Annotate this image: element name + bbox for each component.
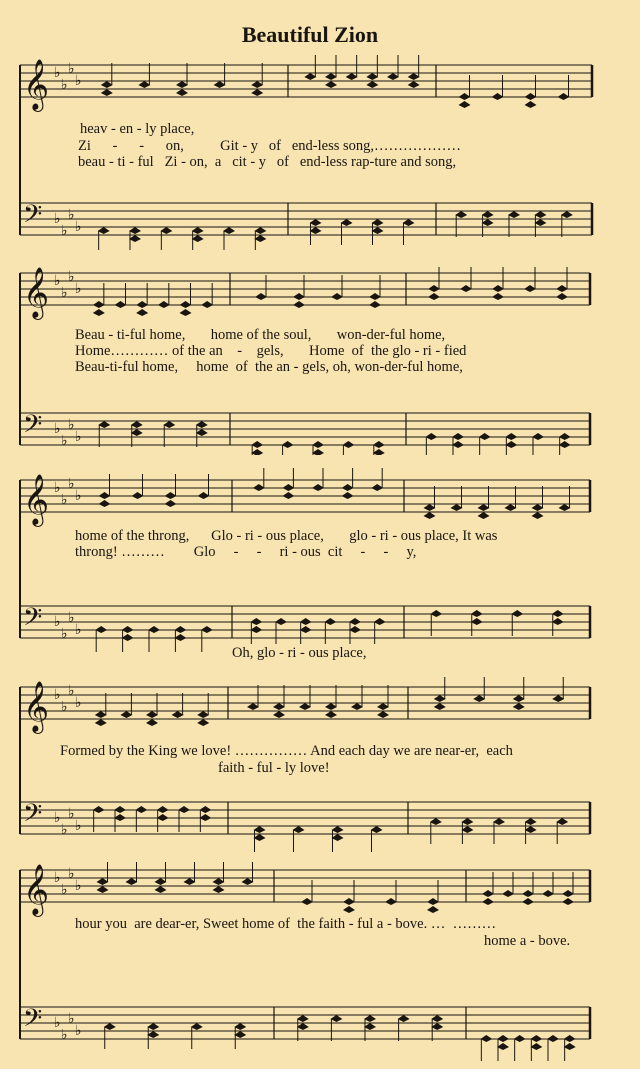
note-head	[492, 293, 504, 300]
note-head	[176, 89, 188, 96]
note-head	[497, 1043, 509, 1050]
note-head	[251, 89, 263, 96]
note-head	[325, 703, 337, 710]
note-head	[556, 818, 568, 825]
note-head	[312, 449, 324, 455]
flat-icon: ♭	[54, 273, 61, 289]
flat-icon: ♭	[75, 622, 82, 638]
treble-clef-icon: 𝄞	[23, 59, 50, 110]
lyric-line: faith - ful - ly love!	[218, 760, 330, 776]
note-head	[552, 695, 564, 702]
flat-icon: ♭	[75, 429, 82, 445]
score-staves	[0, 862, 640, 1062]
flat-icon: ♭	[75, 281, 82, 297]
bass-clef-icon: 𝄢	[23, 410, 43, 445]
note-head	[146, 711, 158, 718]
note-head	[430, 610, 442, 617]
note-head	[478, 512, 490, 519]
note-head	[532, 433, 544, 440]
note-head	[505, 441, 517, 448]
note-head	[342, 441, 354, 448]
note-head	[343, 906, 355, 913]
note-head	[349, 626, 361, 633]
note-head	[522, 890, 534, 897]
flat-icon: ♭	[54, 870, 61, 886]
note-head	[254, 826, 266, 833]
note-head	[273, 711, 285, 718]
note-head	[532, 504, 544, 511]
note-head	[196, 429, 208, 436]
note-head	[197, 711, 209, 718]
note-head	[332, 826, 344, 833]
note-head	[497, 1035, 509, 1042]
note-head	[192, 227, 204, 234]
note-head	[273, 703, 285, 710]
music-system-5	[0, 862, 640, 1062]
note-head	[342, 484, 354, 491]
note-head	[234, 1023, 246, 1030]
note-head	[480, 1035, 492, 1042]
note-head	[371, 484, 383, 491]
note-head	[427, 898, 439, 905]
note-head	[122, 634, 134, 641]
note-head	[165, 492, 177, 499]
lyric-under-bass: Oh, glo - ri - ous place,	[232, 645, 367, 661]
flat-icon: ♭	[54, 211, 61, 227]
note-head	[115, 301, 127, 308]
note-head	[157, 814, 169, 821]
note-head	[434, 695, 446, 702]
flat-icon: ♭	[61, 492, 68, 508]
note-head	[364, 1023, 376, 1030]
note-head	[325, 81, 337, 88]
note-head	[223, 227, 235, 234]
note-head	[556, 285, 568, 292]
note-head	[136, 309, 148, 316]
note-head	[199, 806, 211, 813]
note-head	[532, 512, 544, 519]
note-head	[461, 818, 473, 825]
flat-icon: ♭	[61, 77, 68, 93]
note-head	[351, 703, 363, 710]
note-head	[250, 626, 262, 633]
note-head	[562, 898, 574, 905]
note-head	[300, 626, 312, 633]
note-head	[213, 886, 225, 893]
hymn-title: Beautiful Zion	[241, 22, 379, 47]
score-staves	[0, 468, 640, 668]
flat-icon: ♭	[75, 1023, 82, 1039]
note-head	[93, 806, 105, 813]
note-head	[126, 878, 138, 885]
note-head	[98, 227, 110, 234]
note-head	[556, 293, 568, 300]
flat-icon: ♭	[54, 1015, 61, 1031]
note-head	[525, 826, 537, 833]
flat-icon: ♭	[54, 480, 61, 496]
note-head	[97, 886, 109, 893]
note-head	[155, 886, 167, 893]
note-head	[559, 504, 571, 511]
note-head	[525, 101, 537, 108]
note-head	[174, 634, 186, 641]
note-head	[301, 898, 313, 905]
flat-icon: ♭	[75, 695, 82, 711]
note-head	[99, 500, 111, 507]
note-head	[282, 441, 294, 448]
treble-clef-icon: 𝄞	[23, 474, 50, 525]
note-head	[251, 449, 263, 455]
note-head	[369, 301, 381, 308]
lyric-line: home a - bove.	[484, 933, 571, 949]
note-head	[513, 695, 525, 702]
note-head	[460, 285, 472, 292]
note-head	[254, 235, 266, 242]
treble-clef-icon: 𝄞	[23, 267, 50, 318]
note-head	[471, 610, 483, 617]
note-head	[146, 719, 158, 726]
note-head	[482, 211, 494, 218]
note-head	[180, 301, 192, 308]
treble-clef-icon: 𝄞	[23, 864, 50, 915]
note-head	[174, 626, 186, 633]
note-head	[452, 433, 464, 440]
note-head	[131, 421, 143, 428]
note-head	[372, 219, 384, 226]
note-head	[341, 219, 353, 226]
note-head	[300, 618, 312, 625]
note-head	[561, 211, 573, 218]
note-head	[522, 898, 534, 905]
note-head	[104, 1023, 116, 1030]
note-head	[275, 618, 287, 625]
note-head	[482, 219, 494, 226]
note-head	[325, 711, 337, 718]
note-head	[297, 1015, 309, 1022]
flat-icon: ♭	[61, 882, 68, 898]
note-head	[492, 93, 504, 100]
note-head	[254, 227, 266, 234]
note-head	[312, 441, 324, 448]
note-head	[93, 309, 105, 316]
note-head	[132, 492, 144, 499]
note-head	[385, 898, 397, 905]
note-head	[282, 492, 294, 499]
note-head	[147, 1023, 159, 1030]
note-head	[163, 421, 175, 428]
flat-icon: ♭	[68, 683, 75, 699]
note-head	[431, 1015, 443, 1022]
note-head	[325, 73, 337, 80]
note-head	[201, 301, 213, 308]
note-head	[160, 227, 172, 234]
note-head	[304, 73, 316, 80]
note-head	[366, 81, 378, 88]
note-head	[312, 484, 324, 491]
note-head	[479, 433, 491, 440]
note-head	[452, 441, 464, 448]
note-head	[373, 449, 385, 455]
lyric-line: heav - en - ly place,	[80, 121, 195, 137]
note-head	[459, 93, 471, 100]
note-head	[505, 433, 517, 440]
note-head	[199, 814, 211, 821]
note-head	[530, 1035, 542, 1042]
note-head	[542, 890, 554, 897]
note-head	[505, 504, 517, 511]
flat-icon: ♭	[68, 207, 75, 223]
note-head	[120, 711, 132, 718]
note-head	[434, 703, 446, 710]
note-head	[293, 826, 305, 833]
note-head	[299, 703, 311, 710]
note-head	[184, 878, 196, 885]
note-head	[343, 898, 355, 905]
note-head	[310, 219, 322, 226]
note-head	[135, 806, 147, 813]
flat-icon: ♭	[61, 626, 68, 642]
flat-icon: ♭	[68, 476, 75, 492]
note-head	[253, 484, 265, 491]
note-head	[502, 890, 514, 897]
note-head	[136, 301, 148, 308]
note-head	[131, 429, 143, 436]
flat-icon: ♭	[68, 866, 75, 882]
note-head	[366, 73, 378, 80]
note-head	[559, 441, 571, 448]
lyric-line: Zi - - on, Git - y of end-less song,………………	[78, 138, 462, 154]
note-head	[324, 618, 336, 625]
note-head	[511, 610, 523, 617]
note-head	[250, 618, 262, 625]
note-head	[455, 211, 467, 218]
note-head	[525, 93, 537, 100]
note-head	[451, 504, 463, 511]
flat-icon: ♭	[54, 421, 61, 437]
note-head	[552, 618, 564, 625]
note-head	[201, 626, 213, 633]
note-head	[176, 81, 188, 88]
flat-icon: ♭	[61, 285, 68, 301]
note-head	[310, 227, 322, 234]
note-head	[377, 703, 389, 710]
note-head	[373, 441, 385, 448]
note-head	[138, 81, 150, 88]
note-head	[95, 711, 107, 718]
note-head	[101, 89, 113, 96]
note-head	[408, 81, 420, 88]
note-head	[332, 834, 344, 841]
note-head	[330, 1015, 342, 1022]
note-head	[191, 1023, 203, 1030]
note-head	[425, 433, 437, 440]
note-head	[564, 1035, 576, 1042]
note-head	[214, 81, 226, 88]
note-head	[461, 826, 473, 833]
bass-clef-icon: 𝄢	[23, 1004, 43, 1039]
bass-clef-icon: 𝄢	[23, 799, 43, 834]
note-head	[346, 73, 358, 80]
note-head	[424, 504, 436, 511]
note-head	[508, 211, 520, 218]
note-head	[342, 492, 354, 499]
note-head	[297, 1023, 309, 1030]
lyric-line: Beau - ti-ful home, home of the soul, won-der-ful home,	[75, 327, 446, 343]
note-head	[471, 618, 483, 625]
flat-icon: ♭	[61, 433, 68, 449]
note-head	[282, 484, 294, 491]
note-head	[482, 898, 494, 905]
note-head	[525, 818, 537, 825]
flat-icon: ♭	[61, 822, 68, 838]
lyric-line: home of the throng, Glo - ri - ous place, glo - ri - ous place, It was	[75, 528, 498, 544]
note-head	[242, 878, 254, 885]
lyric-line: throng! ……… Glo - - ri - ous cit - - y,	[75, 544, 417, 560]
note-head	[129, 235, 141, 242]
music-system-2	[0, 265, 640, 455]
flat-icon: ♭	[68, 610, 75, 626]
note-head	[331, 293, 343, 300]
note-head	[514, 1035, 526, 1042]
flat-icon: ♭	[75, 878, 82, 894]
bass-clef-icon: 𝄢	[23, 603, 43, 638]
note-head	[473, 695, 485, 702]
flat-icon: ♭	[61, 1027, 68, 1043]
lyric-line: Formed by the King we love! …………… And each day we are near-er, each	[60, 743, 513, 759]
note-head	[147, 1031, 159, 1038]
note-head	[398, 1015, 410, 1022]
flat-icon: ♭	[61, 699, 68, 715]
note-head	[198, 492, 210, 499]
flat-icon: ♭	[68, 269, 75, 285]
note-head	[234, 1031, 246, 1038]
note-head	[172, 711, 184, 718]
note-head	[534, 219, 546, 226]
note-head	[364, 1015, 376, 1022]
note-head	[524, 285, 536, 292]
lyric-line: hour you are dear-er, Sweet home of the faith - ful a - bove. … ………	[75, 916, 497, 932]
note-head	[371, 826, 383, 833]
note-head	[129, 227, 141, 234]
note-head	[196, 421, 208, 428]
note-head	[428, 285, 440, 292]
note-head	[95, 626, 107, 633]
flat-icon: ♭	[54, 687, 61, 703]
note-head	[534, 211, 546, 218]
flat-icon: ♭	[68, 806, 75, 822]
flat-icon: ♭	[54, 65, 61, 81]
note-head	[98, 421, 110, 428]
note-head	[114, 814, 126, 821]
note-head	[559, 433, 571, 440]
note-head	[178, 806, 190, 813]
flat-icon: ♭	[61, 223, 68, 239]
note-head	[369, 293, 381, 300]
music-system-3	[0, 468, 640, 668]
note-head	[552, 610, 564, 617]
note-head	[251, 441, 263, 448]
flat-icon: ♭	[75, 818, 82, 834]
note-head	[180, 309, 192, 316]
note-head	[430, 818, 442, 825]
note-head	[377, 711, 389, 718]
note-head	[101, 81, 113, 88]
note-head	[478, 504, 490, 511]
note-head	[408, 73, 420, 80]
note-head	[492, 285, 504, 292]
flat-icon: ♭	[54, 614, 61, 630]
note-head	[293, 301, 305, 308]
note-head	[493, 818, 505, 825]
note-head	[158, 301, 170, 308]
lyric-line: Home………… of the an - gels, Home of the glo - ri - fied	[75, 343, 467, 359]
note-head	[424, 512, 436, 519]
note-head	[97, 878, 109, 885]
note-head	[427, 906, 439, 913]
note-head	[155, 878, 167, 885]
note-head	[157, 806, 169, 813]
note-head	[148, 626, 160, 633]
note-head	[122, 626, 134, 633]
lyric-line: Beau-ti-ful home, home of the an - gels, oh, won-der-ful home,	[75, 359, 463, 375]
note-head	[530, 1043, 542, 1050]
note-head	[165, 500, 177, 507]
lyric-line: beau - ti - ful Zi - on, a cit - y of end-less rap-ture and song,	[78, 154, 457, 170]
note-head	[255, 293, 267, 300]
music-system-4	[0, 677, 640, 857]
music-system-1	[0, 55, 640, 250]
bass-clef-icon: 𝄢	[23, 200, 43, 235]
flat-icon: ♭	[75, 488, 82, 504]
flat-icon: ♭	[68, 61, 75, 77]
note-head	[562, 890, 574, 897]
note-head	[349, 618, 361, 625]
note-head	[428, 293, 440, 300]
note-head	[95, 719, 107, 726]
note-head	[372, 227, 384, 234]
treble-clef-icon: 𝄞	[23, 681, 50, 732]
flat-icon: ♭	[68, 417, 75, 433]
note-head	[213, 878, 225, 885]
note-head	[564, 1043, 576, 1050]
note-head	[547, 1035, 559, 1042]
flat-icon: ♭	[54, 810, 61, 826]
note-head	[482, 890, 494, 897]
note-head	[387, 73, 399, 80]
note-head	[99, 492, 111, 499]
note-head	[251, 81, 263, 88]
note-head	[192, 235, 204, 242]
note-head	[431, 1023, 443, 1030]
note-head	[93, 301, 105, 308]
flat-icon: ♭	[75, 219, 82, 235]
note-head	[374, 618, 386, 625]
note-head	[513, 703, 525, 710]
note-head	[403, 219, 415, 226]
note-head	[114, 806, 126, 813]
note-head	[459, 101, 471, 108]
note-head	[558, 93, 570, 100]
note-head	[293, 293, 305, 300]
note-head	[254, 834, 266, 841]
flat-icon: ♭	[68, 1011, 75, 1027]
flat-icon: ♭	[75, 73, 82, 89]
note-head	[197, 719, 209, 726]
note-head	[247, 703, 259, 710]
